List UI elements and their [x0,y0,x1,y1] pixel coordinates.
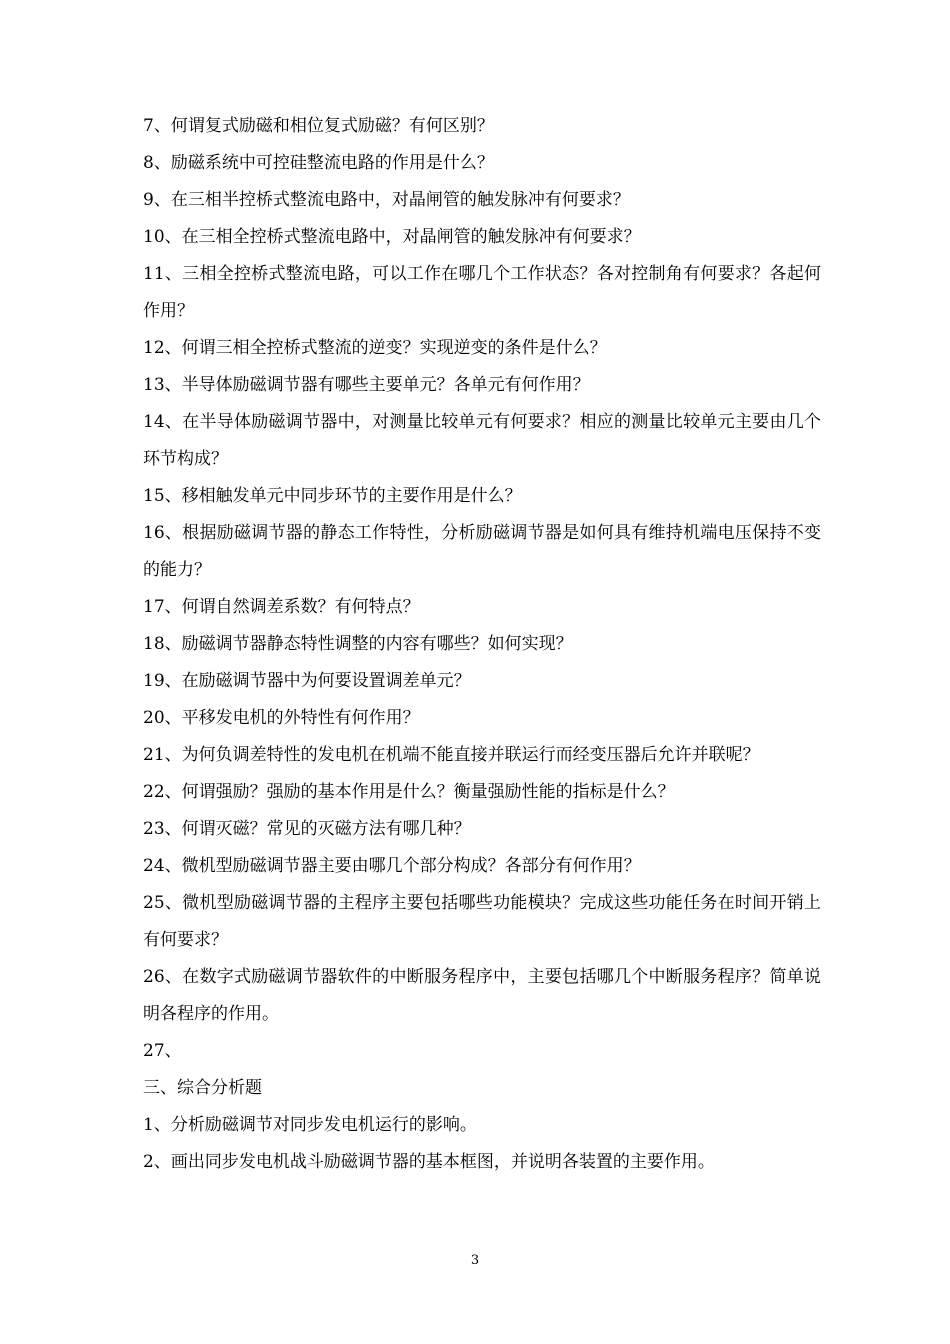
question-18: 18、励磁调节器静态特性调整的内容有哪些？如何实现？ [143,634,573,654]
question-14: 14、在半导体励磁调节器中，对测量比较单元有何要求？相应的测量比较单元主要由几个环节构成？ [143,412,821,469]
question-26: 26、在数字式励磁调节器软件的中断服务程序中，主要包括哪几个中断服务程序？简单说明各程序的作用。 [143,967,821,1024]
question-21: 21、为何负调差特性的发电机在机端不能直接并联运行而经变压器后允许并联呢？ [143,745,760,765]
question-8: 8、励磁系统中可控硅整流电路的作用是什么？ [143,153,494,173]
question-10: 10、在三相全控桥式整流电路中，对晶闸管的触发脉冲有何要求？ [143,227,641,247]
question-13: 13、半导体励磁调节器有哪些主要单元？各单元有何作用？ [143,375,590,395]
question-19: 19、在励磁调节器中为何要设置调差单元？ [143,671,471,691]
question-7: 7、何谓复式励磁和相位复式励磁？有何区别？ [143,116,494,136]
question-20: 20、平移发电机的外特性有何作用？ [143,708,420,728]
question-15: 15、移相触发单元中同步环节的主要作用是什么？ [143,486,522,506]
question-23: 23、何谓灭磁？常见的灭磁方法有哪几种？ [143,819,471,839]
analysis-question-1: 1、分析励磁调节对同步发电机运行的影响。 [143,1115,477,1135]
document-body [143,108,821,1181]
question-24: 24、微机型励磁调节器主要由哪几个部分构成？各部分有何作用？ [143,856,641,876]
question-17: 17、何谓自然调差系数？有何特点？ [143,597,420,617]
analysis-question-2: 2、画出同步发电机战斗励磁调节器的基本框图，并说明各装置的主要作用。 [143,1152,715,1172]
page-number: 3 [470,1253,480,1268]
question-9: 9、在三相半控桥式整流电路中，对晶闸管的触发脉冲有何要求？ [143,190,630,210]
question-11: 11、三相全控桥式整流电路，可以工作在哪几个工作状态？各对控制角有何要求？各起何作用？ [143,264,821,321]
question-25: 25、微机型励磁调节器的主程序主要包括哪些功能模块？完成这些功能任务在时间开销上有何要求？ [143,893,821,950]
question-16: 16、根据励磁调节器的静态工作特性，分析励磁调节器是如何具有维持机端电压保持不变的能力？ [143,523,821,580]
section-heading: 三、综合分析题 [143,1078,262,1098]
question-12: 12、何谓三相全控桥式整流的逆变？实现逆变的条件是什么？ [143,338,607,358]
question-27: 27、 [143,1041,182,1061]
question-22: 22、何谓强励？强励的基本作用是什么？衡量强励性能的指标是什么？ [143,782,675,802]
